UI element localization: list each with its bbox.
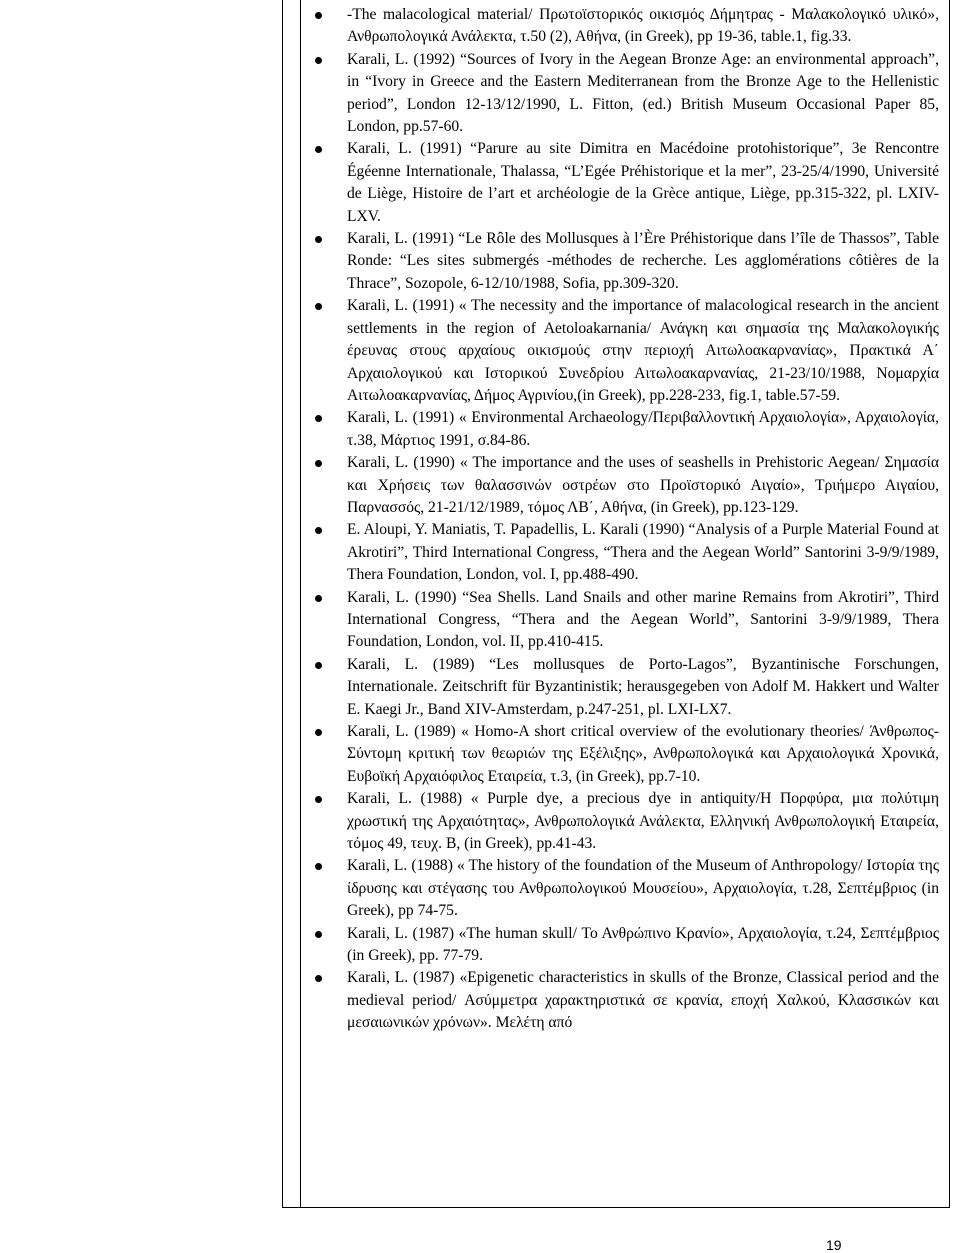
reference-text: Karali, L. (1991) “Le Rôle des Mollusques à l’Ère Préhistorique dans l’île de Thassos”, Table Ronde: “Les sites submergés -méthodes de recherche. Les agglomérations côtières de la Thrace”, Sozopole, 6-12/10/1988, Sofia, pp.309-320. [347, 230, 939, 292]
reference-text: Karali, L. (1991) « Environmental Archaeology/Περιβαλλοντική Αρχαιολογία», Αρχαιολογία, τ.38, Μάρτιος 1991, σ.84-86. [347, 409, 939, 449]
reference-text: Karali, L. (1991) “Parure au site Dimitra en Macédoine protohistorique”, 3e Rencontre Égéenne Internationale, Thalassa, “L’Egée Préhistorique et la mer”, 23-25/4/1990, Université de Liège, Histoire de l’art et archéologie de la Grèce antique, Liège, pp.315-322, pl. LXIV-LXV. [347, 140, 939, 225]
reference-text: E. Aloupi, Y. Maniatis, T. Papadellis, L. Karali (1990) “Analysis of a Purple Material Found at Akrotiri”, Third International Congress, “Thera and the Aegean World” Santorini 3-9/9/1989, Thera Foundation, London, vol. I, pp.488-490. [347, 521, 939, 584]
bullet-icon [315, 595, 322, 602]
reference-item [347, 587, 939, 654]
reference-item [347, 407, 939, 452]
reference-item [347, 519, 939, 586]
reference-item [347, 295, 939, 407]
bullet-icon [315, 236, 322, 243]
reference-list [347, 4, 939, 1035]
reference-item [347, 228, 939, 295]
reference-item [347, 654, 939, 721]
reference-item [347, 923, 939, 968]
reference-item [347, 721, 939, 788]
reference-text: Karali, L. (1990) « The importance and the uses of seashells in Prehistoric Aegean/ Σημασία και Χρήσεις των θαλασσινών οστρέων στο Προϊστορικό Αιγαίο», Τριήμερο Αιγαίου, Παρνασσός, 21-21/12/1989, τόμος ΛΒ΄, Αθήνα, (in Greek), pp.123-129. [347, 454, 939, 516]
reference-text: Karali, L. (1989) “Les mollusques de Porto-Lagos”, Byzantinische Forschungen, Internationale. Zeitschrift für Byzantinistik; herausgegeben von Adolf M. Hakkert und Walter E. Kaegi Jr., Band XIV-Amsterdam, p.247-251, pl. LXI-LX7. [347, 655, 939, 718]
bullet-icon [315, 12, 322, 19]
reference-item [347, 452, 939, 519]
reference-text: Karali, L. (1990) “Sea Shells. Land Snails and other marine Remains from Akrotiri”, Third International Congress, “Thera and the Aegean World”, Santorini 3-9/9/1989, Thera Foundation, London, vol. II, pp.410-415. [347, 588, 939, 651]
reference-item [347, 138, 939, 228]
bullet-icon [315, 931, 322, 938]
reference-text: Karali, L. (1991) « The necessity and the importance of malacological research in the ancient settlements in the region of Aetoloakarnania/ Ανάγκη και σημασία της Μαλακολογικής έρευνας στους αρχαίους οικισμούς στην περιοχή Αιτωλοακαρνανίας», Πρακτικά Α΄ Αρχαιολογικού και Ιστορικού Συνεδρίου Αιτωλοακαρνανίας, 21-23/10/1988, Νομαρχία Αιτωλοακαρνανίας, Δήμος Αγρινίου,(in Greek), pp.228-233, fig.1, table.57-59. [347, 297, 939, 404]
table-column-divider [300, 0, 301, 1208]
reference-text: Karali, L. (1988) « Purple dye, a precious dye in antiquity/Η Πορφύρα, μια πολύτιμη χρωστική της Αρχαιότητας», Ανθρωπολογικά Ανάλεκτα, Ελληνική Ανθρωπολογική Εταιρεία, τόμος 49, τευχ. B, (in Greek), pp.41-43. [347, 790, 939, 853]
reference-item [347, 4, 939, 49]
reference-text: Karali, L. (1987) «Epigenetic characteristics in skulls of the Bronze, Classical period and the medieval period/ Ασύμμετρα χαρακτηριστικά σε κρανία, εποχή Χαλκού, Κλασσικών και μεσαιωνικών χρόνων». Μελέτη από [347, 969, 939, 1032]
bullet-icon [315, 57, 322, 64]
reference-item [347, 788, 939, 855]
reference-text: Karali, L. (1992) “Sources of Ivory in the Aegean Bronze Age: an environmental approach”, in “Ivory in Greece and the Eastern Mediterranean from the Bronze Age to the Hellenistic period”, London 12-13/12/1990, L. Fitton, (ed.) British Museum Occasional Paper 85, London, pp.57-60. [347, 50, 939, 136]
reference-text: Karali, L. (1989) « Homo-A short critical overview of the evolutionary theories/ Άνθρωπος-Σύντομη κριτική των θεωριών της Εξέλιξης», Ανθρωπολογικά και Αρχαιολογικά Χρονικά, Ευβοϊκή Αρχαιόφιλος Εταιρεία, τ.3, (in Greek), pp.7-10. [347, 723, 939, 785]
reference-text: Karali, L. (1987) «The human skull/ Το Ανθρώπινο Κρανίο», Αρχαιολογία, τ.24, Σεπτέμβριος (in Greek), pp. 77-79. [347, 924, 939, 965]
reference-item [347, 967, 939, 1034]
reference-text: -The malacological material/ Πρωτοϊστορικός οικισμός Δήμητρας - Μαλακολογικό υλικό», Ανθρωπολογικά Ανάλεκτα, τ.50 (2), Αθήνα, (in Greek), pp 19-36, table.1, fig.33. [347, 6, 939, 46]
bullet-icon [315, 729, 322, 736]
reference-text: Karali, L. (1988) « The history of the foundation of the Museum of Anthropology/ Ιστορία της ίδρυσης και στέγασης του Ανθρωπολογικού Μουσείου», Αρχαιολογία, τ.28, Σεπτέμβριος (in Greek), pp 74-75. [347, 857, 939, 920]
bullet-icon [315, 662, 322, 669]
reference-item [347, 49, 939, 139]
reference-item [347, 855, 939, 922]
page-number: 19 [826, 1237, 842, 1253]
